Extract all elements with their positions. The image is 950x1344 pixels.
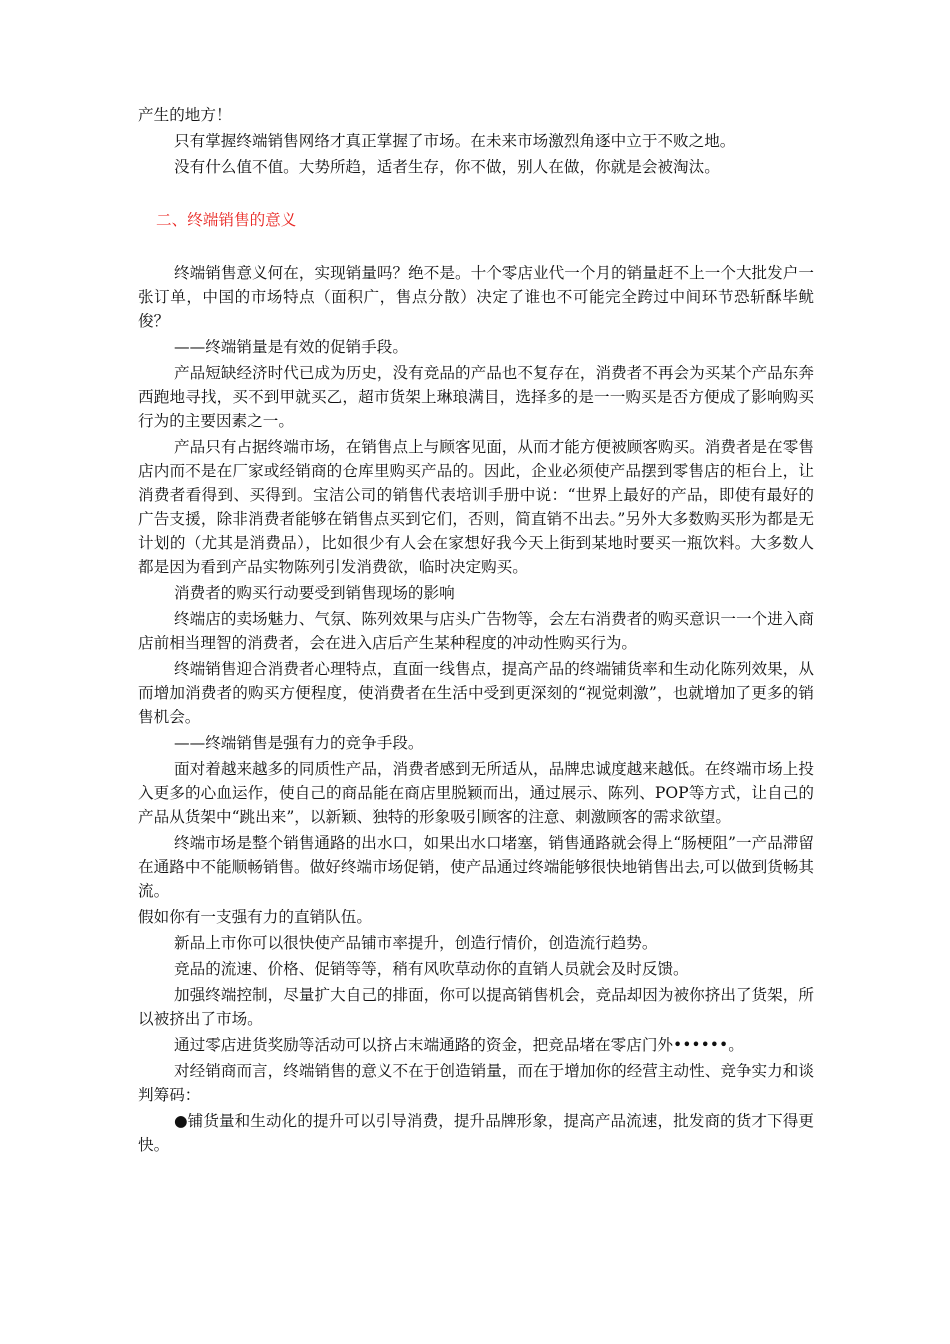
paragraph: 通过零店进货奖励等活动可以挤占末端通路的资金，把竞品堵在零店门外••••••。 <box>174 1036 744 1054</box>
paragraph: 消费者的购买行动要受到销售现场的影响 <box>174 584 455 602</box>
paragraph: 产品短缺经济时代已成为历史，没有竞品的产品也不复存在，消费者不再会为买某个产品东奔西跑地寻找，买不到甲就买乙，超市货架上琳琅满目，选择多的是一一购买是否方便成了影响购买行为的主要因素之一。 <box>138 364 814 430</box>
paragraph: 假如你有一支强有力的直销队伍。 <box>138 908 372 926</box>
document-body <box>138 103 814 1157</box>
paragraph: 产品只有占据终端市场，在销售点上与顾客见面，从而才能方便被顾客购买。消费者是在零售店内而不是在厂家或经销商的仓库里购买产品的。因此，企业必须使产品摆到零售店的柜台上，让消费者看得到、买得到。宝洁公司的销售代表培训手册中说：“世界上最好的产品，即使有最好的广告支援，除非消费者能够在销售点买到它们，否则，简直销不出去。”另外大多数购买形为都是无计划的（尤其是消费品），比如很少有人会在家想好我今天上街到某地时要买一瓶饮料。大多数人都是因为看到产品实物陈列引发消费欲，临时决定购买。 <box>138 438 814 576</box>
paragraph: 终端销售迎合消费者心理特点，直面一线售点，提高产品的终端铺货率和生动化陈列效果，从而增加消费者的购买方便程度，使消费者在生活中受到更深刻的“视觉刺激”，也就增加了更多的销售机会。 <box>138 660 814 726</box>
paragraph: 面对着越来越多的同质性产品，消费者感到无所适从，品牌忠诚度越来越低。在终端市场上投入更多的心血运作，使自己的商品能在商店里脱颖而出，通过展示、陈列、POP等方式，让自己的产品从货架中“跳出来”，以新颖、独特的形象吸引顾客的注意、刺激顾客的需求欲望。 <box>138 760 814 826</box>
body-line: 产生的地方！ <box>138 106 232 124</box>
paragraph: 对经销商而言，终端销售的意义不在于创造销量，而在于增加你的经营主动性、竞争实力和谈判筹码： <box>138 1062 814 1104</box>
paragraph: 加强终端控制，尽量扩大自己的排面，你可以提高销售机会，竞品却因为被你挤出了货架，所以被挤出了市场。 <box>138 986 814 1028</box>
subheading-line: ——终端销售是强有力的竞争手段。 <box>174 734 424 752</box>
paragraph: 新品上市你可以很快使产品铺市率提升，创造行情价，创造流行趋势。 <box>174 934 658 952</box>
paragraph: 终端店的卖场魅力、气氛、陈列效果与店头广告物等，会左右消费者的购买意识一一个进入商店前相当理智的消费者，会在进入店后产生某种程度的冲动性购买行为。 <box>138 610 814 652</box>
section-heading: 二、终端销售的意义 <box>156 211 297 229</box>
paragraph: 竞品的流速、价格、促销等等，稍有风吹草动你的直销人员就会及时反馈。 <box>174 960 689 978</box>
body-line: 只有掌握终端销售网络才真正掌握了市场。在未来市场激烈角逐中立于不败之地。 <box>174 132 736 150</box>
subheading-line: ——终端销量是有效的促销手段。 <box>174 338 408 356</box>
paragraph: 终端销售意义何在，实现销量吗？绝不是。十个零店业代一个月的销量赶不上一个大批发户一张订单，中国的市场特点（面积广，售点分散）决定了谁也不可能完全跨过中间环节恐斩酥毕鱿俊？ <box>138 264 814 330</box>
bullet-paragraph: ●铺货量和生动化的提升可以引导消费，提升品牌形象，提高产品流速，批发商的货才下得更快。 <box>138 1112 814 1154</box>
body-line: 没有什么值不值。大势所趋，适者生存，你不做，别人在做，你就是会被淘汰。 <box>174 158 720 176</box>
paragraph: 终端市场是整个销售通路的出水口，如果出水口堵塞，销售通路就会得上“肠梗阻”一产品滞留在通路中不能顺畅销售。做好终端市场促销，使产品通过终端能够很快地销售出去,可以做到货畅其流。 <box>138 834 814 900</box>
